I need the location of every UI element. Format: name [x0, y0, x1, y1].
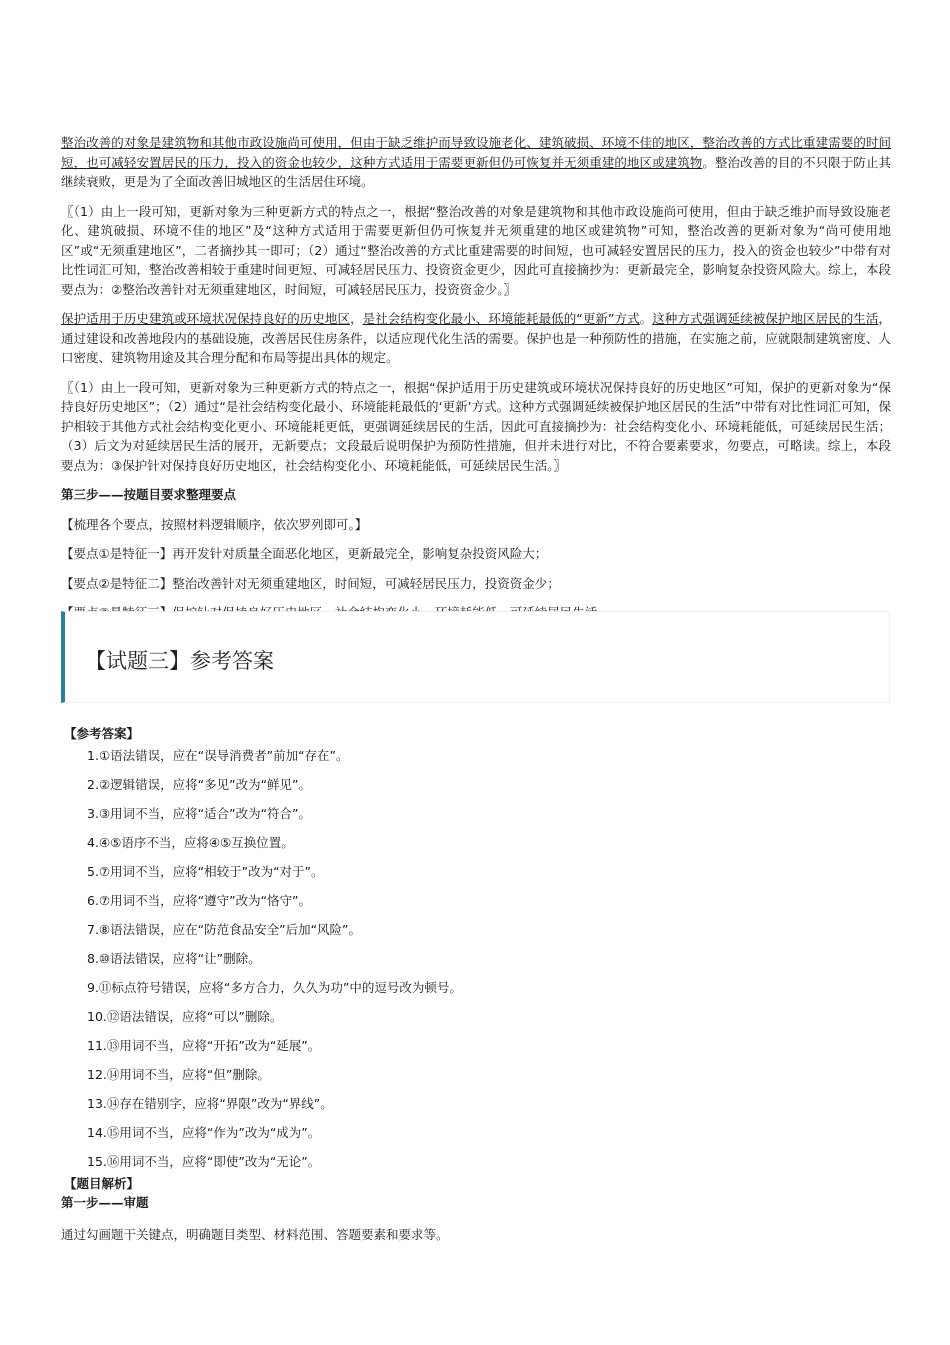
- underlined-text: 这种方式强调延续被保护地区居民的生活: [652, 311, 879, 326]
- section-heading: 【试题三】参考答案: [85, 649, 274, 673]
- answer-item: 12.⑭用词不当，应将“但”删除。: [87, 1066, 270, 1082]
- underlined-text: 保护适用于历史建筑或环境状况保持良好的历史地区: [61, 311, 351, 326]
- analysis-renovation: 〖（1）由上一段可知，更新对象为三种更新方式的特点之一，根据“整治改善的对象是建筑物和其他市政设施尚可使用，但由于缺乏维护而导致设施老化、建筑破损、环境不佳的地区”及“这种方式适用于需要更新但仍可恢复并无须重建的地区或建筑物”可知，整治改善的更新对象为“尚可使用地区”或“无须重建地区”，二者摘抄其一即可；（2）通过“整治改善的方式比重建需要的时间短，也可减轻安置居民的压力，投入的资金也较少”中带有对比性词汇可知，整治改善相较于重建时间更短、可减轻居民压力、投资资金更少，因此可直接摘抄为：更新最完全，影响复杂投资风险大。综上，本段要点为：②整治改善针对无须重建地区，时间短，可减轻居民压力，投资资金少。〗: [61, 203, 891, 297]
- step3-line: 【要点①是特征一】再开发针对质量全面恶化地区，更新最完全，影响复杂投资风险大；: [61, 546, 548, 561]
- underlined-text: 投入的资金也较少，: [237, 154, 351, 170]
- answer-item: 3.③用词不当，应将“适合”改为“符合”。: [87, 805, 312, 821]
- plain-text: ，: [350, 311, 363, 326]
- paragraph-protection: [61, 309, 891, 368]
- answer-item: 9.⑪标点符号错误，应将“多方合力，久久为功”中的逗号改为顿号。: [87, 979, 462, 995]
- answer-item: 1.①语法错误，应在“误导消费者”前加“存在”。: [87, 747, 349, 763]
- underlined-text: 这种方式适用于需要更新但仍可恢复并无须重建的地区或建筑物: [350, 154, 703, 170]
- answer-item: 8.⑩语法错误，应将“让”删除。: [87, 950, 261, 966]
- section-heading-box: [61, 611, 890, 703]
- underlined-text: 整治改善的对象是建筑物和其他市政设施尚可使用，但由于缺乏维护而导致设施老化、建筑破损、环境不佳的地区，: [61, 135, 703, 150]
- plain-text: 。: [639, 311, 653, 326]
- answer-list: [61, 746, 891, 1174]
- step1-text: 通过勾画题干关键点，明确题目类型、材料范围、答题要素和要求等。: [61, 1226, 449, 1242]
- step3-line: 【梳理各个要点，按照材料逻辑顺序，依次罗列即可。】: [61, 516, 368, 532]
- analysis-protection: 〖（1）由上一段可知，更新对象为三种更新方式的特点之一，根据“保护适用于历史建筑或环境状况保持良好的历史地区”可知，保护的更新对象为“保持良好历史地区”；（2）通过“是社会结构变化最小、环境能耗最低的‘更新’方式。这种方式强调延续被保护地区居民的生活”中带有对比性词汇可知，保护相较于其他方式社会结构变化更小、环境能耗更低，更强调延续居民的生活，因此可直接摘抄为：社会结构变化小、环境耗能低，可延续居民生活；（3）后文为对延续居民生活的展开，无新要点；文段最后说明保护为预防性措施，但并未进行对比，不符合要素要求，勿要点，可略读。综上，本段要点为：③保护针对保持良好历史地区，社会结构变化小、环境耗能低，可延续居民生活。〗: [61, 379, 891, 473]
- answer-item: 2.②逻辑错误，应将“多见”改为“鲜见”。: [87, 776, 312, 792]
- answer-label: 【参考答案】: [64, 726, 140, 741]
- answer-item: 15.⑯用词不当，应将“即使”改为“无论”。: [87, 1153, 321, 1169]
- answers-section: [61, 724, 891, 1244]
- step3-title: 第三步——按题目要求整理要点: [61, 487, 237, 502]
- paragraph-renovation: [61, 133, 891, 192]
- answer-item: 7.⑧语法错误，应在“防范食品安全”后加“风险”。: [87, 921, 362, 937]
- answer-item: 10.⑫语法错误，应将“可以”删除。: [87, 1008, 283, 1024]
- underlined-text: 是社会结构变化最小、环境能耗最低的“更新”方式: [362, 311, 640, 326]
- answer-item: 14.⑮用词不当，应将“作为”改为“成为”。: [87, 1124, 321, 1140]
- answer-item: 13.⑭存在错别字，应将“界限”改为“界线”。: [87, 1095, 333, 1111]
- document-body: [61, 133, 891, 633]
- step1-title: 第一步——审题: [61, 1195, 149, 1210]
- answer-item: 5.⑦用词不当，应将“相较于”改为“对于”。: [87, 863, 324, 879]
- step3-line: 【要点②是特征二】整治改善针对无须重建地区，时间短，可减轻居民压力，投资资金少；: [61, 575, 560, 591]
- underlined-text: 也可减轻安置居民的压力，: [86, 154, 238, 170]
- plain-text: ，通过建设和改善地段内的基础设施，改善居民住房条件，以适应现代化生活的需要。保护也是一种预防性的措施，在实施之前，应就限制建筑密度、人口密度、建筑物用途及其合理分配和布局等提出具体的规定。: [61, 311, 891, 365]
- answer-item: 4.④⑤语序不当，应将④⑤互换位置。: [87, 834, 294, 850]
- analysis-label: 【题目解析】: [64, 1175, 140, 1191]
- underlined-text: 整治改善的方式比重建需要的时间短，: [61, 135, 891, 170]
- answer-item: 6.⑦用词不当，应将“遵守”改为“恪守”。: [87, 892, 312, 908]
- plain-text: 。整治改善的目的不只限于防止其继续衰败，更是为了全面改善旧城地区的生活居住环境。: [61, 154, 891, 189]
- answer-item: 11.⑬用词不当，应将“开拓”改为“延展”。: [87, 1037, 321, 1053]
